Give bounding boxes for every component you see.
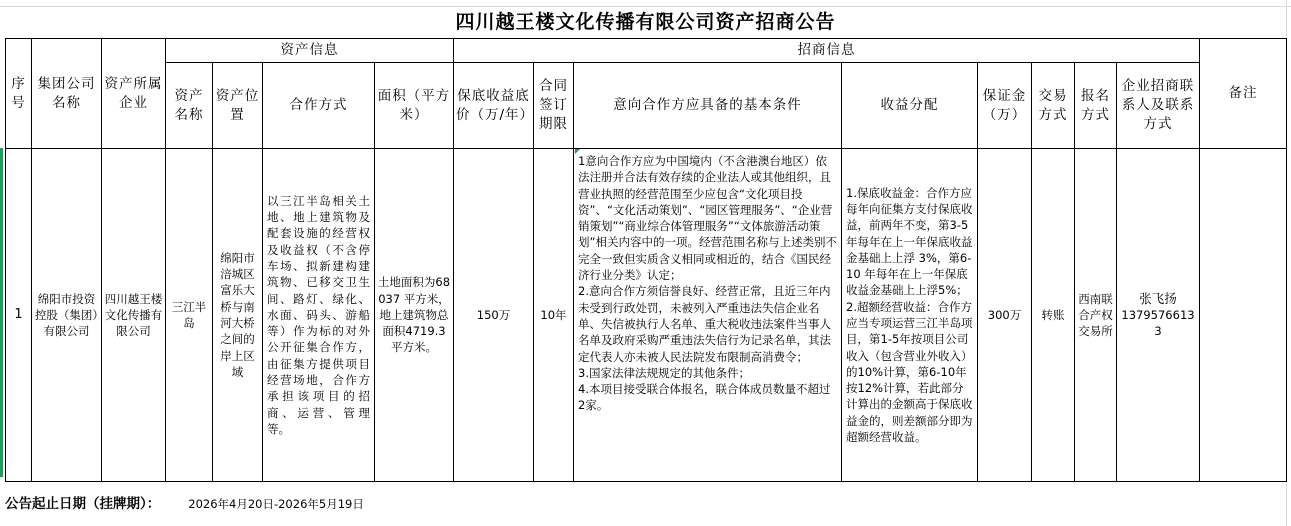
requirement-item: 1意向合作方应为中国境内（不含港澳台地区）依法注册并合法有效存续的企业法人或其他组织，且营业执照的经营范围至少应包含“文化项目投资”、“文化活动策划”、“园区管理服务”、“企业营销策划”“商业综合体管理服务”“文体旅游活动策划”相关内容中的一项。经营范围名称与上述类别不完全一致但实质含义相同或相近的，结合《国民经济行业分类》认定； [578,154,837,283]
header-owner-company: 资产所属企业 [102,39,166,149]
cell-requirements[interactable] [574,149,842,482]
header-income-distribution: 收益分配 [842,63,978,149]
requirement-item: 3.国家法律法规规定的其他条件； [578,365,750,380]
header-remarks: 备注 [1200,39,1287,149]
header-asset-location: 资产位置 [213,63,263,149]
income-item: 1.保底收益金：合作方应每年向征集方支付保底收益，前两年不变，第3-5年每年在上一年保底收益金基础上上浮 3%，第6-10 年每年在上一年保底收益金基础上上浮5%； [846,185,973,298]
requirement-item: 2.意向合作方须信誉良好、经营正常，且近三年内未受到行政处罚，未被列入严重违法失信企业名单、失信被执行人名单、重大税收违法案件当事人名单及政府采购严重违法失信行为记录名单，其法定代表人亦未被人民法院发布限制高消费令； [578,284,831,364]
cell-contract-term[interactable]: 10年 [534,149,574,482]
cell-contact[interactable] [1117,149,1200,482]
income-item: 2.超额经营收益：合作方应当专项运营三江半岛项目，第1-5年按项目公司收入（包含营业外收入）的10%计算，第6-10年按12%计算，若此部分计算出的金额高于保底收益金的，则差额部分即为超额经营收益。 [846,299,973,445]
cell-cooperation-mode[interactable]: 以三江半岛相关土地、地上建筑物及配套设施的经营权及收益权（不含停车场、拟新建构建筑物、已移交卫生间、路灯、绿化、水面、码头、游船等）作为标的对外公开征集合作方，由征集方提供项目经营场地，合作方承担该项目的招商、运营、管理等。 [263,149,375,482]
header-area: 面积（平方米） [375,63,454,149]
footer-date-range: 2026年4月20日-2026年5月19日 [188,497,364,511]
header-deposit: 保证金（万） [978,63,1032,149]
selected-row-marker [0,148,3,477]
footer-label: 公告起止日期（挂牌期）： [5,496,161,512]
header-trade-mode: 交易方式 [1032,63,1075,149]
header-signup-mode: 报名方式 [1075,63,1117,149]
cell-signup-mode[interactable]: 西南联合产权交易所 [1075,149,1117,482]
cell-owner-company[interactable]: 四川越王楼文化传播有限公司 [102,149,166,482]
header-contact: 企业招商联系人及联系方式 [1117,63,1200,149]
cell-asset-location[interactable]: 绵阳市涪城区富乐大桥与南河大桥之间的岸上区域 [213,149,263,482]
contact-phone: 13795766133 [1121,307,1195,339]
header-group-company: 集团公司名称 [32,39,102,149]
header-requirements: 意向合作方应具备的基本条件 [574,63,842,149]
header-asset-name: 资产名称 [166,63,213,149]
header-bid-info: 招商信息 [454,39,1200,63]
table-row [6,149,1287,482]
contact-name: 张飞扬 [1139,290,1177,306]
cell-deposit[interactable]: 300万 [978,149,1032,482]
header-seq: 序号 [6,39,32,149]
cell-comment-indicator-icon [575,149,580,154]
cell-trade-mode[interactable]: 转账 [1032,149,1075,482]
page-title: 四川越王楼文化传播有限公司资产招商公告 [455,11,836,33]
cell-group-company[interactable]: 绵阳市投资控股（集团）有限公司 [32,149,102,482]
cell-asset-name[interactable]: 三江半岛 [166,149,213,482]
cell-remarks[interactable] [1200,149,1287,482]
header-asset-info: 资产信息 [166,39,454,63]
cell-seq[interactable]: 1 [6,149,32,482]
cell-min-income[interactable]: 150万 [454,149,534,482]
requirement-item: 4.本项目接受联合体报名，联合体成员数量不超过2家。 [578,382,831,413]
header-min-income: 保底收益底价（万/年） [454,63,534,149]
cell-area[interactable]: 土地面积为68037 平方米，地上建筑物总面积4719.3平方米。 [375,149,454,482]
header-cooperation-mode: 合作方式 [263,63,375,149]
announcement-table [5,38,1287,482]
header-contract-term: 合同签订期限 [534,63,574,149]
footer [5,492,364,512]
cell-income-distribution[interactable] [842,149,978,482]
